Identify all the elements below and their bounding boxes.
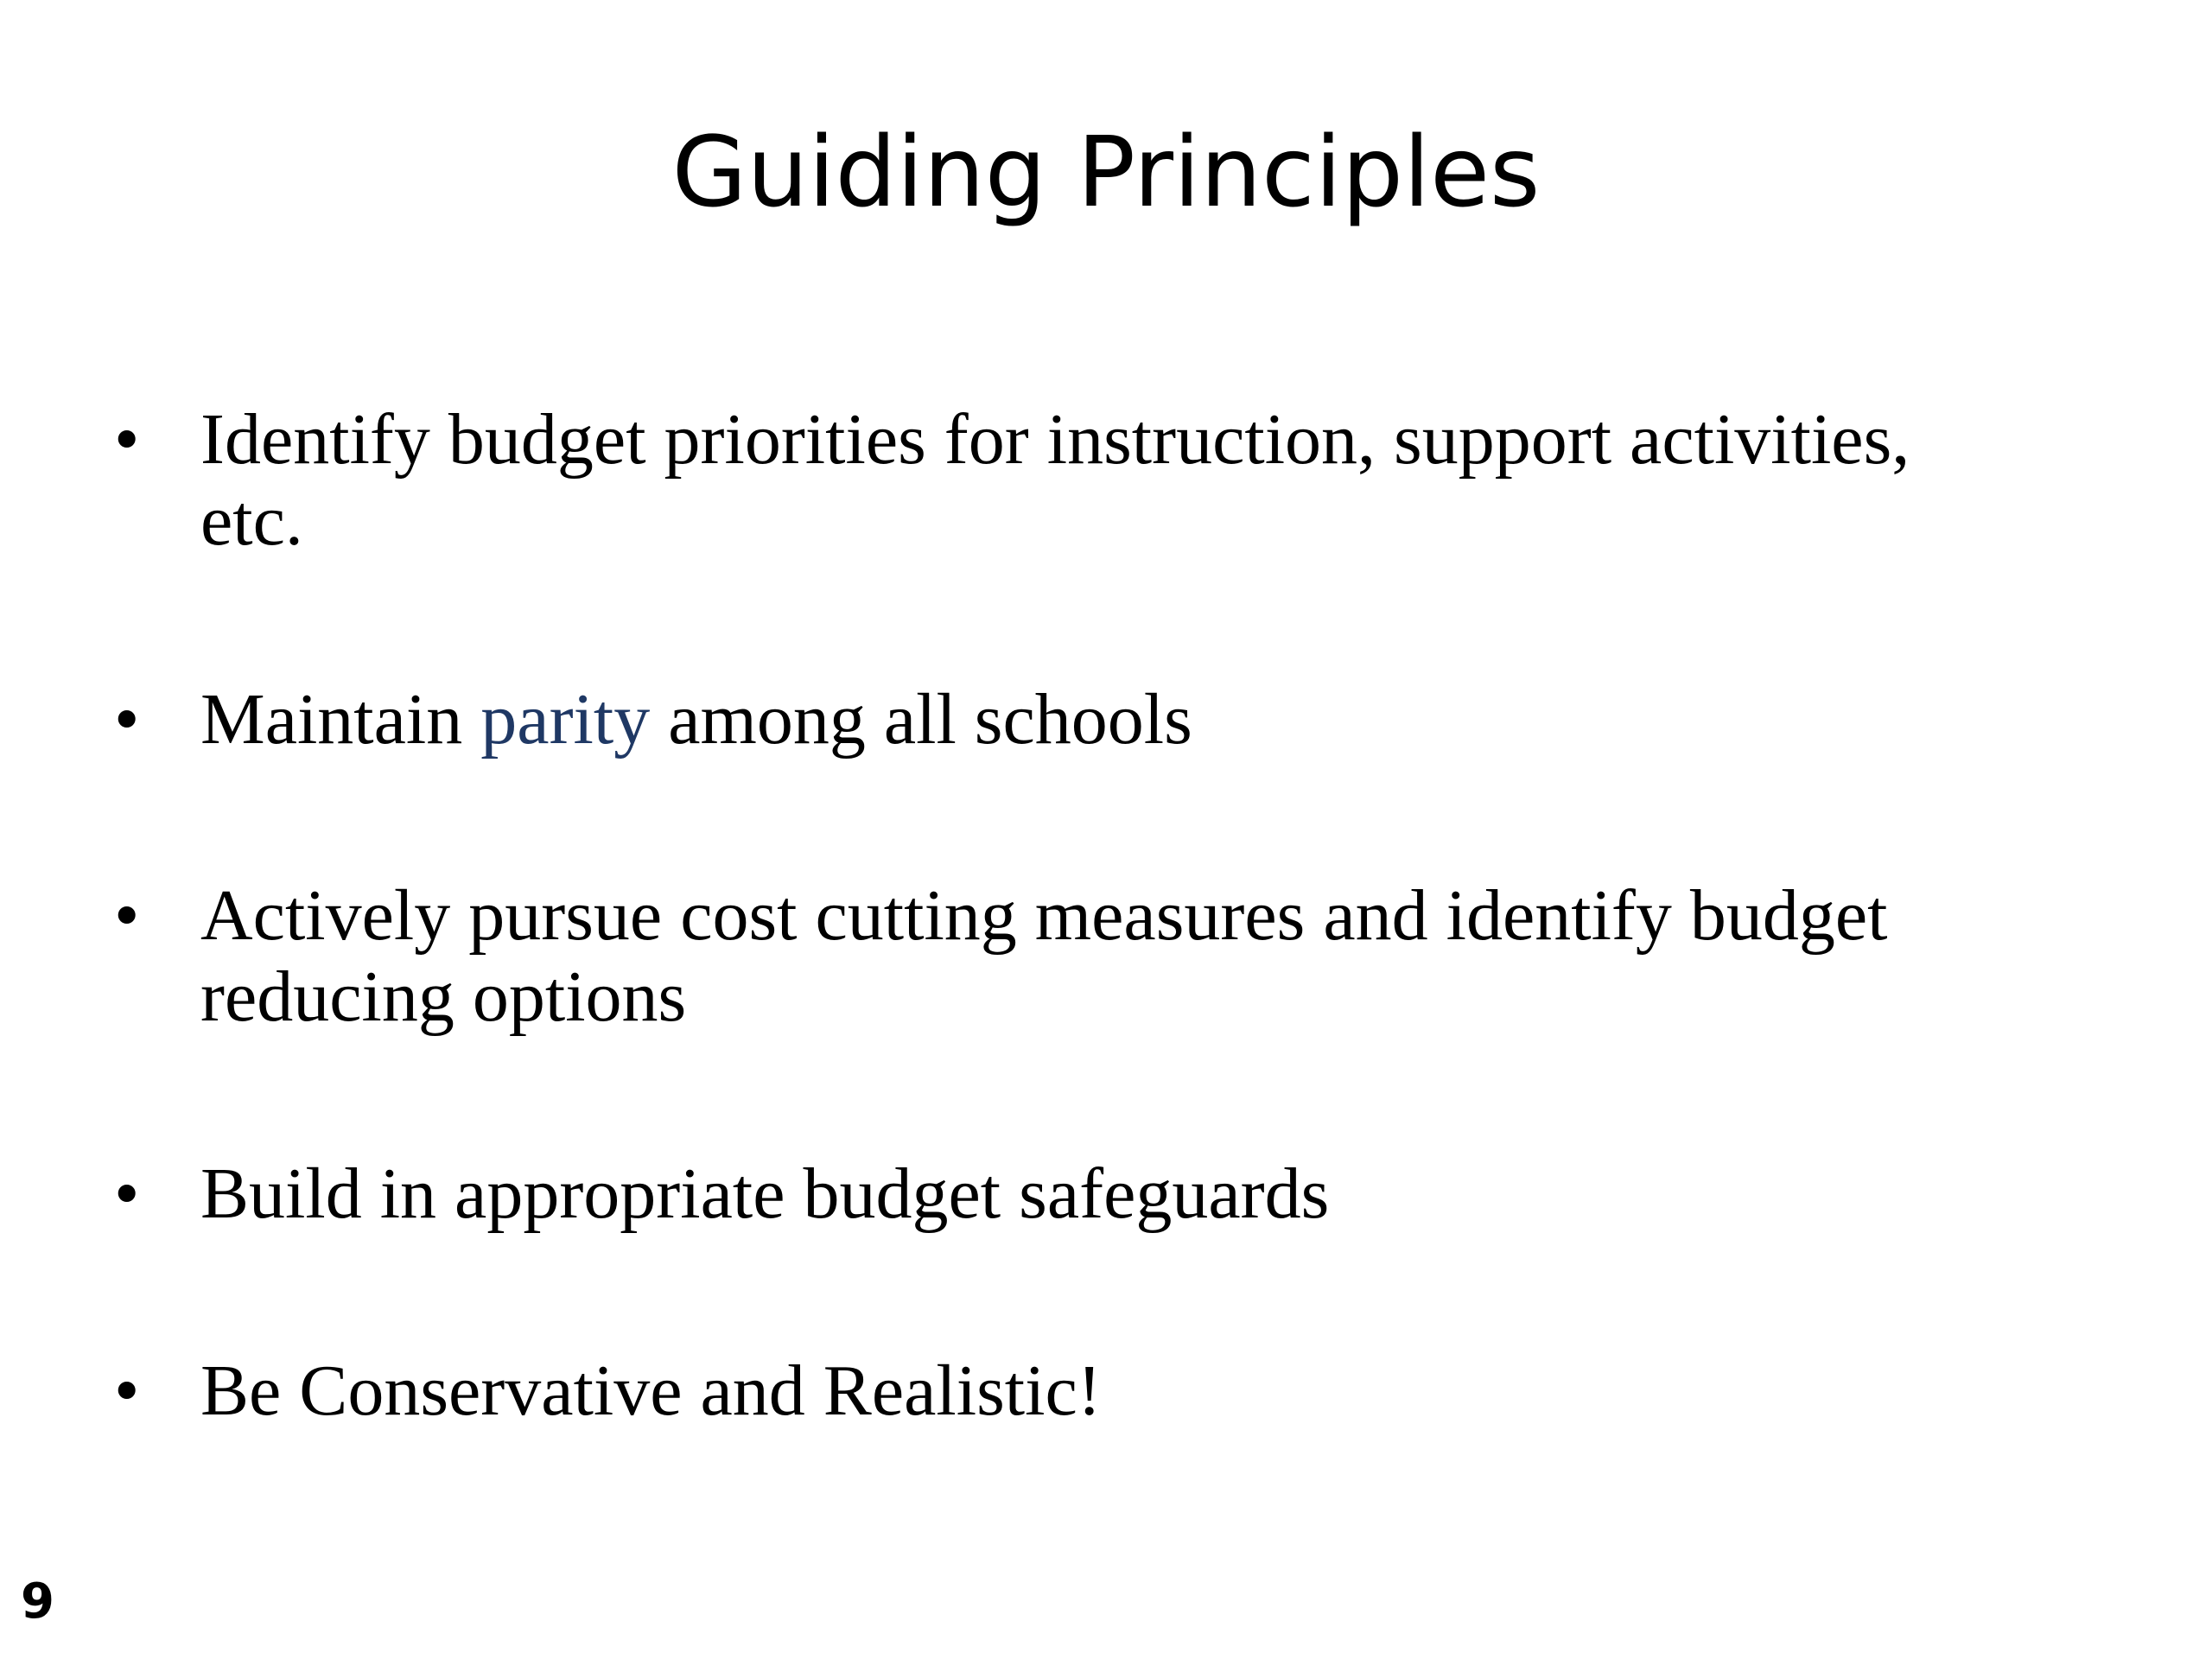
- bullet-item: [114, 1351, 2015, 1432]
- bullet-item: [114, 399, 1998, 562]
- bullet-item: [114, 679, 2015, 760]
- bullet-dot-icon: •: [114, 1154, 140, 1234]
- page-number: 9: [21, 1573, 54, 1630]
- bullet-dot-icon: •: [114, 875, 140, 956]
- bullet-text-before: Maintain: [200, 679, 481, 760]
- bullet-text-after: among all schools: [650, 679, 1192, 760]
- bullet-dot-icon: •: [114, 399, 140, 480]
- bullet-dot-icon: •: [114, 1351, 140, 1431]
- bullet-item: [114, 875, 1998, 1038]
- bullet-text: Be Conservative and Realistic!: [200, 1351, 1102, 1431]
- highlighted-word: parity: [480, 679, 651, 760]
- bullet-dot-icon: •: [114, 679, 140, 760]
- bullet-text: Actively pursue cost cutting measures and identify budget reducing options: [200, 875, 1888, 1037]
- bullet-text: Build in appropriate budget safeguards: [200, 1154, 1330, 1234]
- slide-title: Guiding Principles: [671, 117, 1541, 229]
- bullet-item: [114, 1154, 2015, 1235]
- bullet-text: Identify budget priorities for instruction, support activities, etc.: [200, 399, 1910, 561]
